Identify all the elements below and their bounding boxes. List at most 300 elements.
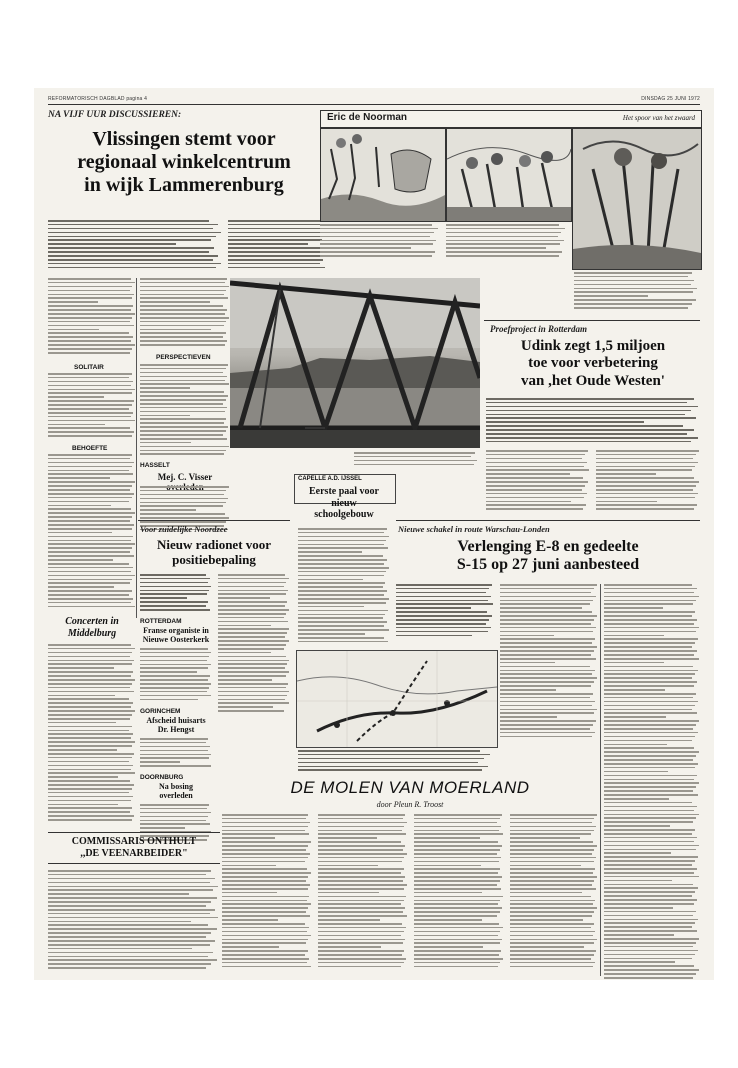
- text-line: [48, 807, 132, 809]
- text-line: [48, 427, 130, 429]
- text-line: [140, 804, 209, 806]
- text-line: [140, 652, 211, 654]
- text-line: [318, 958, 406, 960]
- text-line: [48, 396, 104, 398]
- text-line: [604, 646, 692, 648]
- text-line: [140, 490, 226, 492]
- text-line: [298, 633, 365, 635]
- text-line: [218, 671, 289, 673]
- text-line: [140, 387, 190, 389]
- text-line: [140, 290, 226, 292]
- text-line: [500, 681, 594, 683]
- text-line: [140, 597, 187, 599]
- text-line: [318, 857, 404, 859]
- text-line: [222, 911, 306, 913]
- text-line: [596, 466, 695, 468]
- text-line: [48, 528, 132, 530]
- text-line: [510, 845, 597, 847]
- text-line: [446, 228, 565, 230]
- text-line: [218, 652, 271, 654]
- vlissingen-col1-b: [48, 373, 136, 441]
- bridge-photo-caption: [354, 452, 480, 470]
- text-line: [500, 728, 590, 730]
- text-line: [218, 605, 285, 607]
- text-line: [396, 611, 487, 613]
- e8-rule: [396, 520, 700, 521]
- text-line: [446, 236, 558, 238]
- text-line: [140, 426, 228, 428]
- text-line: [48, 913, 210, 915]
- text-line: [510, 833, 591, 835]
- capelle-headline-line3: schoolgebouw: [314, 509, 374, 520]
- text-line: [218, 691, 289, 693]
- text-line: [604, 841, 694, 843]
- text-line: [414, 919, 482, 921]
- text-line: [500, 720, 596, 722]
- text-line: [500, 670, 595, 672]
- text-line: [574, 307, 688, 309]
- text-line: [48, 905, 206, 907]
- text-line: [48, 772, 135, 774]
- text-line: [298, 586, 383, 588]
- text-line: [218, 710, 284, 712]
- text-line: [298, 594, 384, 596]
- text-line: [604, 681, 697, 683]
- text-line: [510, 939, 597, 941]
- text-line: [500, 716, 557, 718]
- text-line: [510, 818, 594, 820]
- text-line: [500, 709, 597, 711]
- text-line: [604, 782, 699, 784]
- text-line: [604, 919, 698, 921]
- text-line: [48, 792, 129, 794]
- text-line: [140, 509, 196, 511]
- comic-title: Eric de Noorman: [327, 112, 408, 123]
- text-line: [604, 720, 699, 722]
- text-line: [48, 501, 129, 503]
- text-line: [228, 243, 308, 245]
- text-line: [318, 935, 401, 937]
- text-line: [604, 724, 696, 726]
- text-line: [298, 621, 387, 623]
- text-line: [500, 596, 596, 598]
- text-line: [48, 648, 135, 650]
- text-line: [222, 954, 305, 956]
- text-line: [486, 481, 588, 483]
- vlissingen-intro-col2: [228, 220, 328, 272]
- gorinchem-headline: [138, 716, 214, 734]
- text-line: [140, 816, 208, 818]
- text-line: [500, 592, 591, 594]
- text-line: [140, 364, 228, 366]
- radionet-headline-line1: Nieuw radionet voor: [156, 537, 272, 552]
- organiste-headline-line2: Nieuwe Oosterkerk: [142, 635, 210, 645]
- text-line: [354, 464, 474, 466]
- text-line: [500, 732, 595, 734]
- text-line: [604, 588, 697, 590]
- text-line: [604, 654, 694, 656]
- text-line: [510, 884, 592, 886]
- text-line: [140, 582, 208, 584]
- text-line: [48, 706, 131, 708]
- text-line: [596, 462, 698, 464]
- text-line: [48, 737, 131, 739]
- text-line: [596, 450, 699, 452]
- text-line: [298, 641, 388, 643]
- organiste-sub: ROTTERDAM: [140, 618, 182, 625]
- text-line: [574, 280, 694, 282]
- text-line: [228, 255, 326, 257]
- text-line: [510, 907, 597, 909]
- text-line: [140, 418, 226, 420]
- text-line: [48, 309, 131, 311]
- text-line: [604, 623, 694, 625]
- text-line: [500, 619, 594, 621]
- text-line: [604, 891, 695, 893]
- text-line: [510, 896, 591, 898]
- text-line: [48, 236, 216, 238]
- vlissingen-headline-line3: in wijk Lammerenburg: [84, 174, 284, 196]
- text-line: [500, 658, 596, 660]
- text-line: [218, 679, 272, 681]
- text-line: [140, 660, 207, 662]
- text-line: [396, 623, 486, 625]
- concerten-headline-line2: Middelburg: [67, 627, 117, 639]
- text-line: [218, 574, 285, 576]
- text-line: [140, 340, 227, 342]
- text-line: [218, 613, 286, 615]
- text-line: [48, 780, 130, 782]
- text-line: [140, 505, 223, 507]
- text-line: [500, 673, 592, 675]
- text-line: [140, 664, 211, 666]
- text-line: [298, 567, 389, 569]
- text-line: [500, 584, 597, 586]
- text-line: [222, 939, 308, 941]
- text-line: [510, 954, 594, 956]
- text-line: [604, 837, 697, 839]
- vlissingen-sub-perspectieven: PERSPECTIEVEN: [156, 354, 211, 361]
- text-line: [604, 958, 692, 960]
- text-line: [48, 424, 105, 426]
- masthead-rule: [48, 104, 700, 105]
- text-line: [48, 416, 131, 418]
- text-line: [414, 915, 497, 917]
- text-line: [596, 473, 656, 475]
- text-line: [140, 325, 224, 327]
- text-line: [604, 728, 693, 730]
- radionet-intro: [140, 574, 212, 614]
- text-line: [48, 745, 132, 747]
- text-line: [48, 567, 133, 569]
- comic-header: [320, 110, 702, 128]
- text-line: [298, 625, 384, 627]
- text-line: [500, 623, 591, 625]
- text-line: [48, 232, 221, 234]
- text-line: [604, 740, 692, 742]
- rotterdam-headline-line1: Udink zegt 1,5 miljoen: [520, 338, 666, 354]
- text-line: [318, 841, 401, 843]
- text-line: [318, 946, 381, 948]
- text-line: [48, 788, 132, 790]
- text-line: [318, 954, 402, 956]
- text-line: [604, 786, 696, 788]
- text-line: [604, 747, 694, 749]
- text-line: [218, 628, 289, 630]
- text-line: [48, 220, 209, 222]
- text-line: [604, 631, 696, 633]
- text-line: [48, 683, 132, 685]
- text-line: [500, 666, 590, 668]
- text-line: [140, 671, 197, 673]
- text-line: [414, 833, 503, 835]
- text-line: [48, 540, 131, 542]
- text-line: [396, 588, 489, 590]
- text-line: [486, 493, 587, 495]
- text-line: [48, 741, 135, 743]
- text-line: [48, 458, 130, 460]
- text-line: [218, 699, 285, 701]
- text-line: [318, 915, 407, 917]
- text-line: [140, 754, 211, 756]
- text-line: [48, 239, 211, 241]
- text-line: [140, 667, 208, 669]
- text-line: [48, 381, 133, 383]
- commissaris-headline-line2: ,,DE VEENARBEIDER": [80, 847, 188, 859]
- text-line: [604, 709, 692, 711]
- text-line: [48, 695, 115, 697]
- text-line: [48, 344, 135, 346]
- text-line: [48, 714, 132, 716]
- text-line: [414, 830, 499, 832]
- text-line: [140, 742, 206, 744]
- text-line: [48, 224, 218, 226]
- text-line: [486, 458, 582, 460]
- gorinchem-sub: GORINCHEM: [140, 708, 181, 715]
- text-line: [140, 294, 224, 296]
- text-line: [48, 392, 132, 394]
- e8-col3: [604, 584, 700, 980]
- text-line: [318, 849, 403, 851]
- text-line: [604, 895, 692, 897]
- text-line: [48, 936, 206, 938]
- text-line: [510, 822, 592, 824]
- text-line: [604, 596, 699, 598]
- text-line: [604, 899, 697, 901]
- text-line: [140, 656, 209, 658]
- text-line: [48, 575, 135, 577]
- text-line: [48, 543, 135, 545]
- text-line: [48, 952, 213, 954]
- text-line: [318, 880, 403, 882]
- text-line: [48, 555, 134, 557]
- text-line: [318, 911, 403, 913]
- vlissingen-sub-solitair: SOLITAIR: [74, 364, 104, 371]
- text-line: [604, 817, 696, 819]
- text-line: [486, 437, 698, 439]
- text-line: [222, 853, 310, 855]
- text-line: [48, 340, 131, 342]
- text-line: [48, 590, 132, 592]
- text-line: [320, 224, 432, 226]
- text-line: [604, 794, 698, 796]
- text-line: [48, 796, 133, 798]
- e8-headline-line2: S-15 op 27 juni aanbesteed: [456, 556, 640, 574]
- text-line: [414, 935, 498, 937]
- text-line: [510, 900, 595, 902]
- text-line: [48, 594, 129, 596]
- text-line: [222, 900, 307, 902]
- text-line: [48, 921, 191, 923]
- text-line: [396, 619, 489, 621]
- text-line: [140, 517, 229, 519]
- text-line: [414, 896, 503, 898]
- text-line: [320, 240, 436, 242]
- text-line: [604, 600, 696, 602]
- text-line: [140, 453, 224, 455]
- text-line: [414, 814, 502, 816]
- text-line: [396, 627, 491, 629]
- text-line: [414, 900, 500, 902]
- text-line: [318, 818, 403, 820]
- text-line: [486, 497, 584, 499]
- text-line: [414, 954, 499, 956]
- text-line: [48, 726, 132, 728]
- text-line: [604, 977, 693, 979]
- text-line: [218, 578, 289, 580]
- text-line: [604, 666, 693, 668]
- text-line: [510, 880, 594, 882]
- text-line: [222, 830, 305, 832]
- text-line: [604, 860, 695, 862]
- text-line: [396, 592, 486, 594]
- text-line: [604, 880, 672, 882]
- text-line: [396, 635, 472, 637]
- text-line: [298, 536, 389, 538]
- text-line: [596, 469, 692, 471]
- text-line: [140, 376, 227, 378]
- text-line: [48, 454, 132, 456]
- text-line: [500, 627, 596, 629]
- text-line: [48, 702, 133, 704]
- text-line: [48, 497, 132, 499]
- text-line: [486, 421, 644, 423]
- text-line: [48, 377, 129, 379]
- text-line: [140, 415, 190, 417]
- text-line: [414, 845, 502, 847]
- text-line: [140, 380, 225, 382]
- text-line: [222, 915, 310, 917]
- text-line: [48, 870, 211, 872]
- text-line: [48, 485, 132, 487]
- text-line: [574, 295, 648, 297]
- text-line: [318, 876, 405, 878]
- concerten-headline: [48, 616, 136, 639]
- text-line: [218, 593, 286, 595]
- text-line: [48, 571, 131, 573]
- text-line: [298, 629, 389, 631]
- text-line: [414, 853, 497, 855]
- text-line: [48, 928, 217, 930]
- text-line: [446, 251, 562, 253]
- text-line: [318, 872, 401, 874]
- text-line: [414, 939, 502, 941]
- text-line: [218, 667, 285, 669]
- capelle-text: [298, 528, 390, 648]
- text-line: [48, 563, 129, 565]
- text-line: [604, 619, 697, 621]
- text-line: [596, 485, 696, 487]
- gorinchem-headline-line1: Afscheid huisarts: [146, 716, 206, 725]
- vlissingen-headline-line1: Vlissingen stemt voor: [92, 128, 276, 150]
- rotterdam-rule: [484, 320, 700, 321]
- text-line: [140, 827, 185, 829]
- text-line: [48, 559, 113, 561]
- text-line: [140, 609, 210, 611]
- text-line: [48, 811, 130, 813]
- text-line: [218, 695, 287, 697]
- text-line: [604, 755, 696, 757]
- route-map: [296, 650, 498, 748]
- text-line: [218, 586, 284, 588]
- text-line: [140, 574, 206, 576]
- comic-panel-1: [320, 128, 446, 222]
- text-line: [500, 611, 592, 613]
- text-line: [574, 284, 691, 286]
- text-line: [298, 544, 384, 546]
- text-line: [318, 942, 403, 944]
- text-line: [218, 617, 284, 619]
- text-line: [320, 228, 438, 230]
- text-line: [604, 670, 698, 672]
- text-line: [218, 621, 288, 623]
- text-line: [446, 232, 561, 234]
- comic-caption-2: [446, 224, 566, 266]
- text-line: [48, 431, 134, 433]
- text-line: [298, 532, 384, 534]
- text-line: [140, 434, 223, 436]
- text-line: [48, 286, 132, 288]
- text-line: [486, 429, 694, 431]
- comic-panel-3: [572, 128, 702, 270]
- text-line: [396, 603, 493, 605]
- text-line: [510, 865, 581, 867]
- text-line: [140, 403, 223, 405]
- text-line: [48, 800, 131, 802]
- molen-col3: [414, 814, 504, 974]
- text-line: [48, 878, 215, 880]
- text-line: [604, 946, 693, 948]
- text-line: [604, 845, 699, 847]
- text-line: [510, 958, 591, 960]
- text-line: [48, 332, 129, 334]
- text-line: [48, 408, 129, 410]
- text-line: [48, 505, 111, 507]
- text-line: [604, 736, 695, 738]
- text-line: [218, 648, 284, 650]
- rotterdam-col1: [486, 450, 590, 514]
- text-line: [510, 830, 594, 832]
- text-line: [48, 963, 211, 965]
- text-line: [604, 638, 698, 640]
- text-line: [48, 404, 132, 406]
- text-line: [446, 247, 546, 249]
- text-line: [48, 477, 110, 479]
- text-line: [140, 332, 226, 334]
- text-line: [48, 749, 117, 751]
- text-line: [140, 746, 210, 748]
- text-line: [218, 582, 286, 584]
